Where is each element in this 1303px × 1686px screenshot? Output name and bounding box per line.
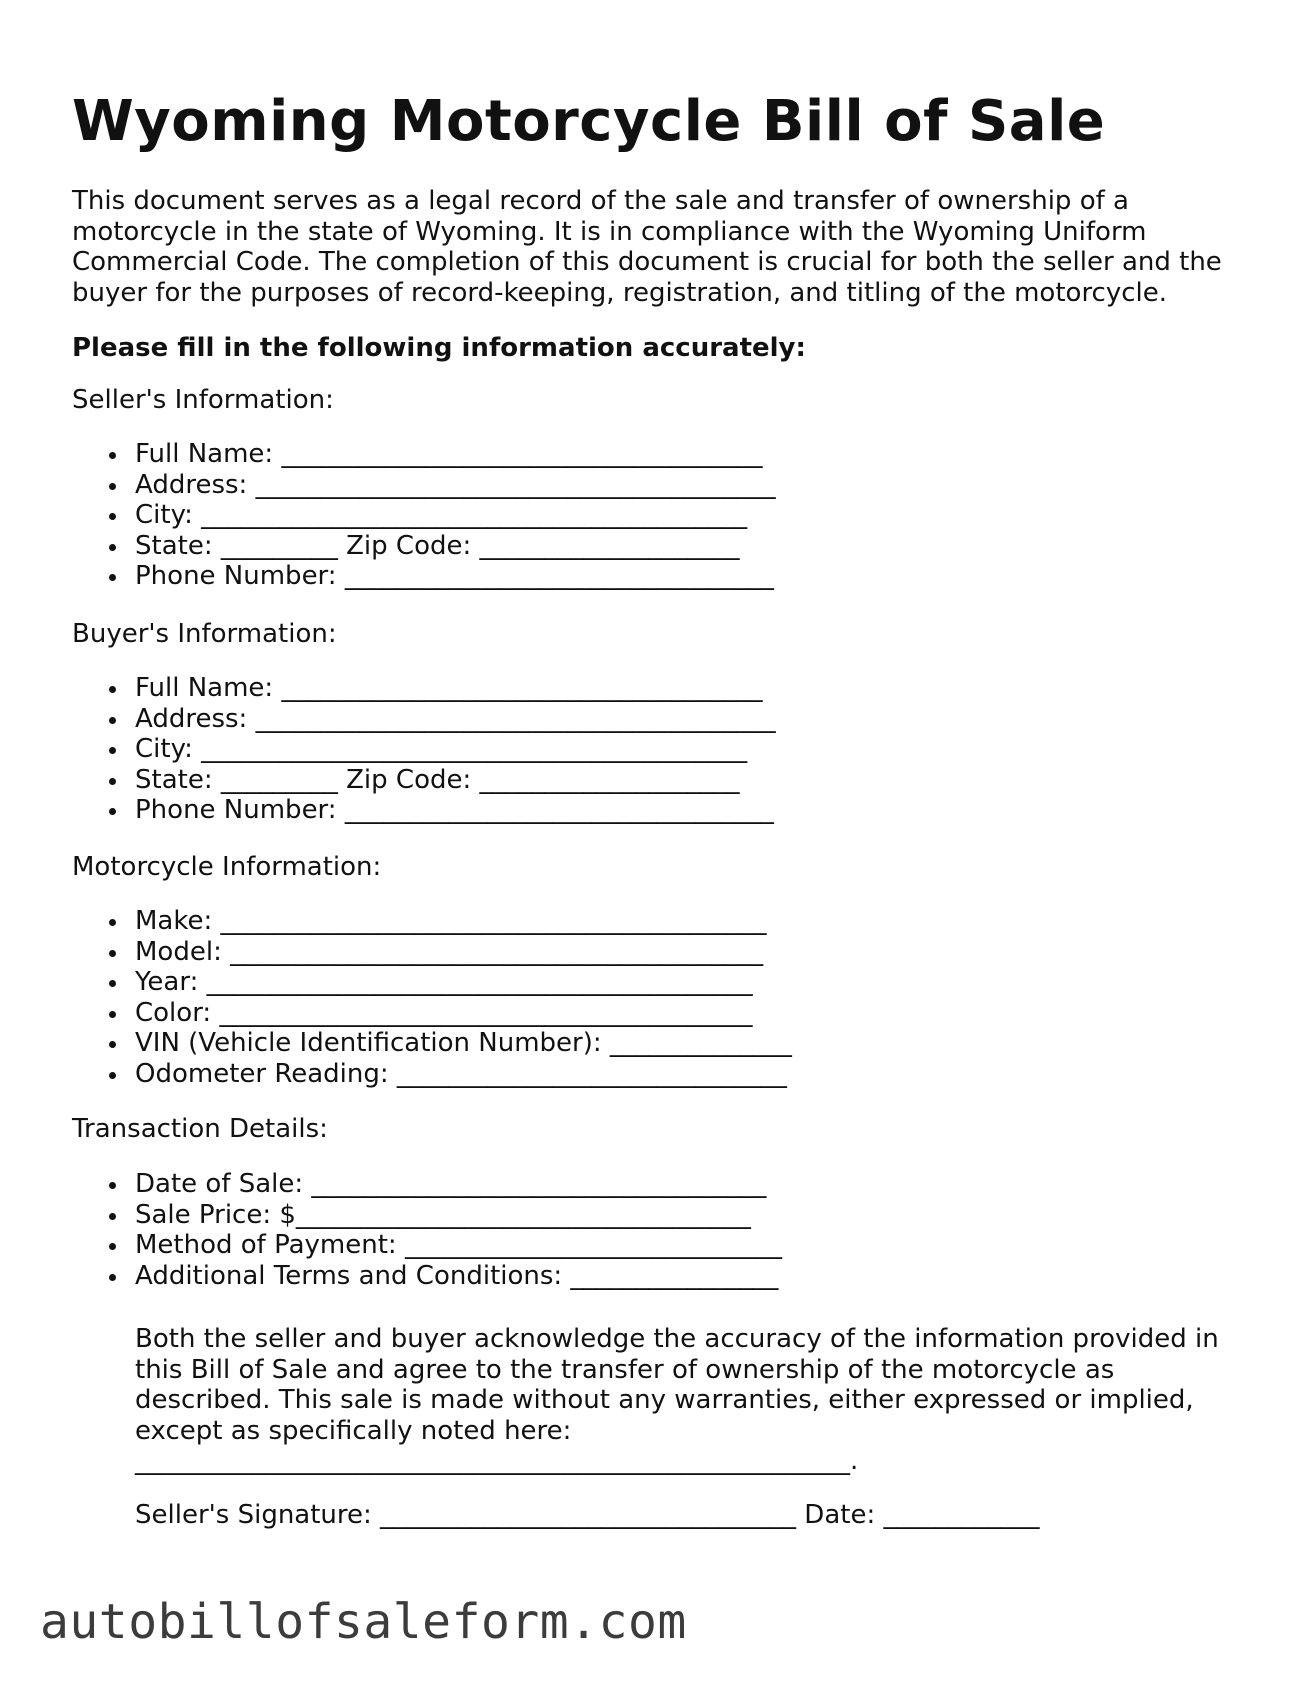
motorcycle-color-field[interactable]: Color: _________________________________________ [72, 998, 792, 1029]
motorcycle-year-field[interactable]: Year: __________________________________________ [72, 967, 792, 998]
payment-method-field[interactable]: Method of Payment: _____________________________ [72, 1230, 782, 1261]
motorcycle-model-field[interactable]: Model: _________________________________________ [72, 937, 792, 968]
motorcycle-odometer-field[interactable]: Odometer Reading: ______________________________ [72, 1059, 792, 1090]
buyer-city-field[interactable]: City: __________________________________________ [72, 734, 776, 765]
seller-address-field[interactable]: Address: ________________________________________ [72, 470, 776, 501]
buyer-fields-list [72, 673, 776, 826]
seller-city-field[interactable]: City: __________________________________________ [72, 500, 776, 531]
acknowledgement-paragraph: Both the seller and buyer acknowledge the accuracy of the information provided in this Bill of Sale and agree to the transfer of ownership of the motorcycle as described. This sale is made without any warranties, either expressed or implied, except as specifically noted here: _______________________________________________________. [135, 1324, 1219, 1476]
seller-fields-list [72, 439, 776, 592]
motorcycle-make-field[interactable]: Make: __________________________________________ [72, 906, 792, 937]
seller-full-name-field[interactable]: Full Name: _____________________________________ [72, 439, 776, 470]
seller-state-zip-field[interactable]: State: _________ Zip Code: ____________________ [72, 531, 776, 562]
additional-terms-field[interactable]: Additional Terms and Conditions: ________________ [72, 1261, 782, 1292]
buyer-address-field[interactable]: Address: ________________________________________ [72, 704, 776, 735]
intro-paragraph: This document serves as a legal record of the sale and transfer of ownership of a motorcycle in the state of Wyoming. It is in compliance with the Wyoming Uniform Commercial Code. The completion of this document is crucial for both the seller and the buyer for the purposes of record-keeping, registration, and titling of the motorcycle. [72, 186, 1222, 308]
date-of-sale-field[interactable]: Date of Sale: ___________________________________ [72, 1169, 782, 1200]
transaction-section-label: Transaction Details: [72, 1114, 328, 1144]
seller-signature-line[interactable]: Seller's Signature: ________________________________ Date: ____________ [135, 1500, 1040, 1530]
motorcycle-vin-field[interactable]: VIN (Vehicle Identification Number): ______________ [72, 1028, 792, 1059]
sale-price-field[interactable]: Sale Price: $___________________________________ [72, 1200, 782, 1231]
site-watermark: autobillofsaleform.com [40, 1594, 687, 1650]
buyer-phone-field[interactable]: Phone Number: _________________________________ [72, 795, 776, 826]
seller-section-label: Seller's Information: [72, 385, 334, 415]
transaction-fields-list [72, 1169, 782, 1291]
buyer-state-zip-field[interactable]: State: _________ Zip Code: ____________________ [72, 765, 776, 796]
motorcycle-section-label: Motorcycle Information: [72, 852, 382, 882]
buyer-full-name-field[interactable]: Full Name: _____________________________________ [72, 673, 776, 704]
instruction-text: Please fill in the following information accurately: [72, 333, 806, 363]
motorcycle-fields-list [72, 906, 792, 1089]
seller-phone-field[interactable]: Phone Number: _________________________________ [72, 561, 776, 592]
buyer-section-label: Buyer's Information: [72, 619, 337, 649]
document-title: Wyoming Motorcycle Bill of Sale [72, 89, 1106, 154]
